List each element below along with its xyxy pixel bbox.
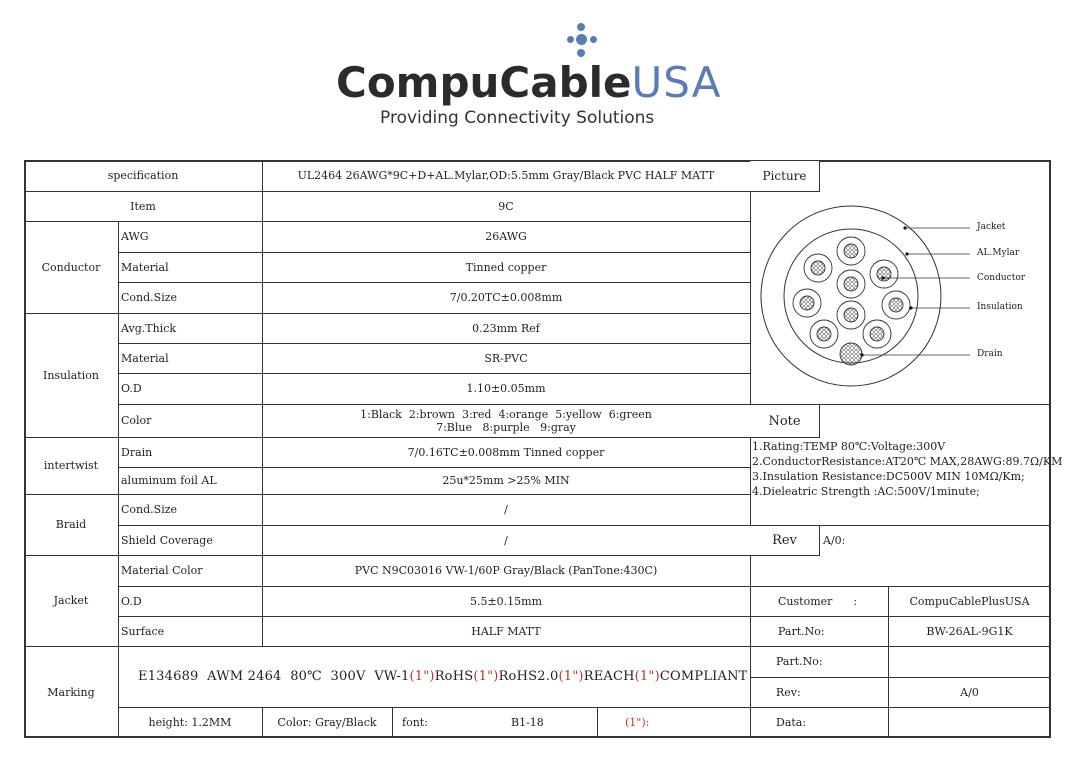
intertwist-drain-value: 7/0.16TC±0.008mm Tinned copper bbox=[407, 445, 605, 459]
logo-brand-dark: CompuCable bbox=[336, 58, 632, 107]
logo-dots-icon bbox=[564, 23, 604, 63]
marking-seg: REACH bbox=[583, 669, 635, 684]
data-value bbox=[888, 707, 1051, 738]
partno2-value bbox=[888, 646, 1051, 677]
color-line-1: 1:Black 2:brown 3:red 4:orange 5:yellow 6:green bbox=[360, 407, 652, 421]
partno-label: Part.No: bbox=[778, 624, 825, 638]
item-label: Item bbox=[130, 199, 156, 213]
braid-size-value: / bbox=[504, 503, 508, 516]
callout-insulation: Insulation bbox=[977, 302, 1023, 312]
jacket-material-label: Material Color bbox=[121, 564, 203, 577]
logo-wordmark bbox=[336, 58, 722, 107]
company-logo bbox=[336, 20, 722, 140]
logo-brand-blue: USA bbox=[631, 58, 722, 107]
marking-pitch: (1") bbox=[558, 669, 584, 684]
marking-label: Marking bbox=[47, 685, 95, 699]
rev-label: Rev bbox=[750, 525, 820, 556]
marking-font-value: B1-18 bbox=[511, 716, 544, 729]
insulation-color-value bbox=[262, 404, 750, 437]
jacket-surface-label: Surface bbox=[121, 624, 165, 638]
callout-conductor: Conductor bbox=[977, 273, 1026, 283]
insulation-thick-label: Avg.Thick bbox=[121, 321, 177, 335]
picture-label: Picture bbox=[750, 160, 820, 192]
note-item: 3.Insulation Resistance:DC500V MIN 10MΩ/Km; bbox=[752, 470, 1025, 483]
insulation-material-label: Material bbox=[121, 351, 169, 365]
spec-value: UL2464 26AWG*9C+D+AL.Mylar,OD:5.5mm Gray/Black PVC HALF MATT bbox=[297, 169, 715, 182]
conductor-awg-value: 26AWG bbox=[485, 230, 527, 243]
conductor-group-label: Conductor bbox=[41, 260, 101, 274]
insulation-od-label: O.D bbox=[121, 382, 142, 395]
insulation-material-value: SR-PVC bbox=[484, 351, 528, 365]
callout-al-mylar: AL.Mylar bbox=[977, 248, 1020, 258]
insulation-color-label: Color bbox=[121, 414, 152, 427]
conductor-material-label: Material bbox=[121, 260, 169, 274]
marking-seg: COMPLIANT bbox=[659, 669, 748, 684]
customer-value: CompuCablePlusUSA bbox=[909, 594, 1030, 608]
braid-coverage-value: / bbox=[504, 533, 508, 547]
conductor-material-value: Tinned copper bbox=[465, 260, 547, 274]
intertwist-drain-label: Drain bbox=[121, 445, 153, 459]
partno-value: BW-26AL-9G1K bbox=[926, 624, 1013, 638]
marking-seg: RoHS bbox=[434, 669, 474, 684]
intertwist-foil-value: 25u*25mm >25% MIN bbox=[442, 474, 570, 487]
item-value: 9C bbox=[498, 199, 514, 213]
callout-drain: Drain bbox=[977, 349, 1003, 359]
marking-pitch: (1") bbox=[634, 669, 660, 684]
callout-jacket: Jacket bbox=[977, 222, 1006, 232]
partno2-label: Part.No: bbox=[776, 655, 823, 668]
insulation-thick-value: 0.23mm Ref bbox=[472, 321, 540, 335]
rev2-value: A/0 bbox=[960, 685, 979, 699]
marking-text bbox=[118, 646, 750, 707]
conductor-awg-label: AWG bbox=[121, 230, 149, 243]
note-label: Note bbox=[750, 404, 820, 438]
logo-tagline: Providing Connectivity Solutions bbox=[380, 108, 655, 128]
braid-group-label: Braid bbox=[55, 518, 87, 531]
rev2-label: Rev: bbox=[776, 685, 801, 699]
note-item: 4.Dieleatric Strength :AC:500V/1minute; bbox=[752, 485, 980, 498]
braid-coverage-label: Shield Coverage bbox=[121, 533, 213, 547]
jacket-surface-value: HALF MATT bbox=[471, 624, 541, 638]
marking-color: Color: Gray/Black bbox=[277, 716, 377, 729]
insulation-od-value: 1.10±0.05mm bbox=[466, 382, 546, 395]
braid-size-label: Cond.Size bbox=[121, 503, 178, 516]
marking-height: height: 1.2MM bbox=[148, 716, 232, 729]
insulation-group-label: Insulation bbox=[43, 368, 99, 382]
rev-value: A/0: bbox=[823, 534, 846, 547]
jacket-od-value: 5.5±0.15mm bbox=[469, 594, 543, 608]
marking-pitch-label: (1"): bbox=[625, 716, 650, 729]
jacket-material-value: PVC N9C03016 VW-1/60P Gray/Black (PanTone:430C) bbox=[354, 564, 658, 577]
marking-seg: E134689 AWM 2464 80℃ 300V VW-1 bbox=[138, 669, 410, 684]
data-label: Data: bbox=[776, 716, 807, 729]
marking-seg: RoHS2.0 bbox=[498, 669, 559, 684]
color-line-2: 7:Blue 8:purple 9:gray bbox=[436, 420, 576, 434]
spec-label: specification bbox=[107, 169, 179, 182]
intertwist-foil-label: aluminum foil AL bbox=[121, 474, 217, 487]
note-item: 2.ConductorResistance:AT20℃ MAX,28AWG:89.7Ω/KM bbox=[752, 455, 1063, 468]
jacket-od-label: O.D bbox=[121, 594, 142, 608]
conductor-size-label: Cond.Size bbox=[121, 291, 178, 304]
conductor-size-value: 7/0.20TC±0.008mm bbox=[449, 291, 563, 304]
cable-cross-section-diagram bbox=[750, 190, 1050, 402]
marking-font-label: font: bbox=[402, 716, 428, 729]
jacket-group-label: Jacket bbox=[53, 594, 89, 607]
marking-pitch: (1") bbox=[409, 669, 435, 684]
intertwist-group-label: intertwist bbox=[43, 459, 99, 472]
notes-list bbox=[752, 439, 1062, 499]
note-item: 1.Rating:TEMP 80℃:Voltage:300V bbox=[752, 440, 946, 453]
marking-pitch: (1") bbox=[473, 669, 499, 684]
customer-label: Customer : bbox=[778, 594, 858, 608]
